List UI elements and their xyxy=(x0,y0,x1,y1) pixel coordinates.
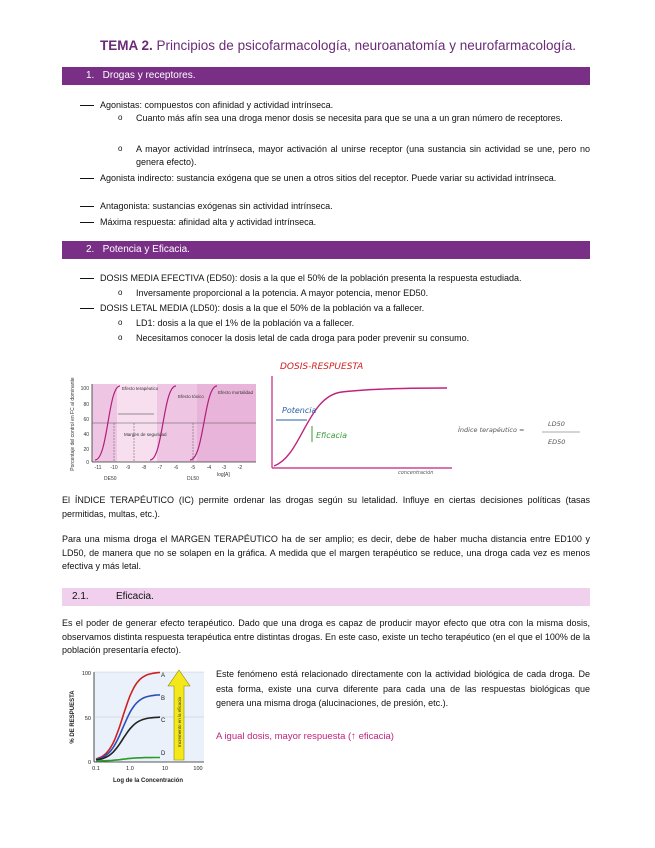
y-tick: 50 xyxy=(84,716,91,722)
y-tick: 20 xyxy=(83,447,89,453)
section-number: 2.1. xyxy=(72,591,89,602)
dose-response-curve xyxy=(274,388,447,466)
therapeutic-label: Efecto terapéutico xyxy=(122,386,159,391)
x-tick: -4 xyxy=(206,465,212,471)
list-subitem: o LD1: dosis a la que el 1% de la población va a fallecer. xyxy=(118,318,355,328)
y-tick: 100 xyxy=(80,386,89,392)
curve-label-a: A xyxy=(161,673,166,679)
list-subitem: o A mayor actividad intrínseca, mayor activación al unirse receptor (una sustancia sin actividad se une, pero no genera efecto). xyxy=(118,144,590,167)
list-item: Máxima respuesta: afinidad alta y actividad intrínseca. xyxy=(80,216,590,229)
highlight-note: A igual dosis, mayor respuesta (↑ eficacia) xyxy=(216,731,394,742)
y-tick: 40 xyxy=(83,432,89,438)
list-subitem: o Cuanto más afín sea una droga menor dosis se necesita para que se una a un gran número de receptores. xyxy=(118,113,563,123)
list-subitem: o Necesitamos conocer la dosis letal de cada droga para poder prevenir su consumo. xyxy=(118,333,470,343)
formula-denominator: ED50 xyxy=(548,438,566,446)
list-item: Agonista indirecto: sustancia exógena que se unen a otros sitios del receptor. Puede variar su actividad intrínseca. xyxy=(80,172,590,185)
title-number: TEMA 2. xyxy=(100,38,153,53)
x-tick: 10 xyxy=(161,766,169,772)
handwritten-title: DOSIS-RESPUESTA xyxy=(280,362,364,372)
y-tick: 0 xyxy=(87,760,91,766)
potencia-label: Potencia xyxy=(282,406,317,415)
toxic-label: Efecto tóxico xyxy=(178,394,204,399)
x-tick: -8 xyxy=(141,465,147,471)
dose-response-figure xyxy=(62,376,262,482)
paragraph: Para una misma droga el MARGEN TERAPÉUTICO ha de ser amplio; es decir, debe de haber mucha distancia entre ED100 y LD50, de manera que no se solapen en la gráfica. A medida que el margen terapéutico se reduce, una droga cada vez es menos efectiva y más letal. xyxy=(62,534,590,571)
margin-label: Margen de seguridad xyxy=(124,432,167,437)
y-tick: 80 xyxy=(83,402,89,408)
x-tick: -9 xyxy=(125,465,131,471)
curve-label-d: D xyxy=(161,751,166,757)
curve-label-c: C xyxy=(161,718,166,724)
x-axis-label: concentración xyxy=(398,470,434,476)
y-axis-label: Porcentaje del control en FC al dominante xyxy=(70,377,76,471)
title-text: Principios de psicofarmacología, neuroanatomía y neurofarmacología. xyxy=(156,38,577,53)
x-tick: -6 xyxy=(173,465,179,471)
x-tick: 1.0 xyxy=(126,766,134,772)
dl50-label: DL50 xyxy=(187,476,199,482)
section-header-1: 1. Drogas y receptores. xyxy=(62,67,590,85)
paragraph: Este fenómeno está relacionado directamente con la actividad biológica de cada droga. De esta forma, existe una curva diferente para cada una de las respuestas biológicas que genera una misma droga (alucinaciones, de presión, etc.). xyxy=(216,669,590,708)
handwritten-dose-response xyxy=(262,356,592,476)
paragraph: El ÍNDICE TERAPÉUTICO (IC) permite ordenar las drogas según su letalidad. Influye en ciertas decisiones políticas (tasas permitidas, multas, etc.). xyxy=(62,495,590,519)
x-tick: 100 xyxy=(193,766,203,772)
x-axis-label: log[A] xyxy=(217,472,230,478)
x-tick: -10 xyxy=(110,465,118,471)
list-item: Agonistas: compuestos con afinidad y actividad intrínseca. xyxy=(80,99,590,112)
x-axis-label: Log de la Concentración xyxy=(112,778,184,784)
curve-label-b: B xyxy=(161,696,166,702)
list-subitem: o Inversamente proporcional a la potencia. A mayor potencia, menor ED50. xyxy=(118,288,429,298)
x-tick: 0.1 xyxy=(92,766,100,772)
x-tick: -2 xyxy=(237,465,243,471)
de50-label: DE50 xyxy=(104,476,117,482)
list-item: Antagonista: sustancias exógenas sin actividad intrínseca. xyxy=(80,200,590,213)
section-label: Eficacia. xyxy=(116,591,154,602)
list-item: DOSIS MEDIA EFECTIVA (ED50): dosis a la que el 50% de la población presenta la respuesta estudiada. xyxy=(80,272,590,285)
paragraph: Es el poder de generar efecto terapéutico. Dado que una droga es capaz de producir mayor efecto que otra con la misma dosis, observamos distinta respuesta terapéutica entre distintas drogas. En este caso, existe un techo terapéutico (en el que el 100% de la población presentaría efecto). xyxy=(62,618,590,655)
x-tick: -3 xyxy=(221,465,227,471)
section-header-2-1 xyxy=(62,588,590,606)
lethal-label: Efecto mortalidad xyxy=(218,390,254,395)
section-header-2: 2. Potencia y Eficacia. xyxy=(62,241,590,259)
y-tick: 60 xyxy=(83,417,89,423)
y-axis-label: % DE RESPUESTA xyxy=(70,690,76,744)
list-item: DOSIS LETAL MEDIA (LD50): dosis a la que el 50% de la población va a fallecer. xyxy=(80,302,590,315)
x-tick: -5 xyxy=(190,465,196,471)
x-tick: -11 xyxy=(94,465,102,471)
efficacy-chart xyxy=(62,664,212,792)
y-tick: 100 xyxy=(81,671,91,677)
x-tick: -7 xyxy=(157,465,163,471)
page-title xyxy=(100,38,576,53)
formula-numerator: LD50 xyxy=(548,420,565,428)
arrow-label: Incremento en la eficacia xyxy=(177,696,182,748)
formula-label: Índice terapéutico = xyxy=(458,426,525,434)
eficacia-label: Eficacia xyxy=(316,431,348,440)
y-tick: 0 xyxy=(86,460,89,466)
